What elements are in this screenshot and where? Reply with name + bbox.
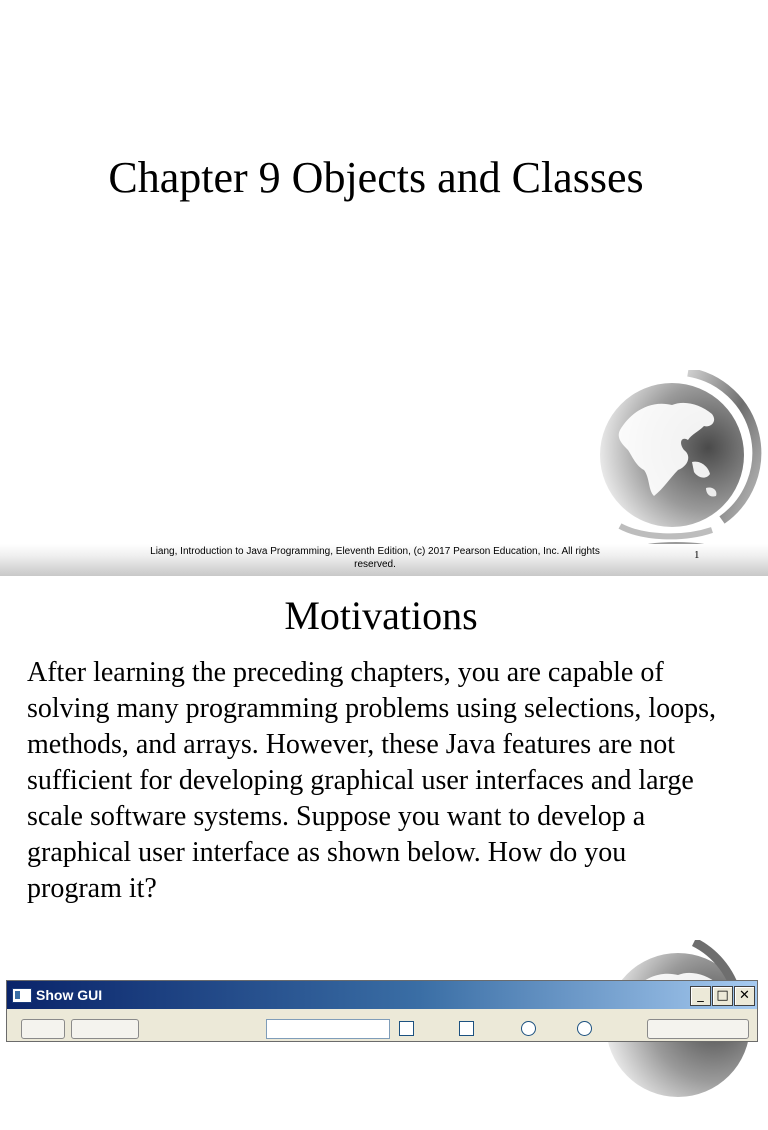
window-title: Show GUI (36, 987, 103, 1003)
minimize-button[interactable]: _ (690, 986, 711, 1006)
color-combobox[interactable] (647, 1019, 749, 1039)
italic-checkbox[interactable] (459, 1021, 474, 1036)
slide-title: Chapter 9 Objects and Classes (108, 153, 644, 202)
ok-button[interactable] (21, 1019, 65, 1039)
body-paragraph: After learning the preceding chapters, you are capable of solving many programming problems using selections, loops, methods, and arrays. However, these Java features are not sufficient for developing graphical user interfaces and large scale software systems. Suppose you want to develop a graphical user interface as shown below. How do you program it? (27, 657, 717, 904)
gui-controls-row (7, 1017, 757, 1041)
cancel-button[interactable] (71, 1019, 139, 1039)
page-number: 1 (694, 549, 700, 561)
bold-checkbox[interactable] (399, 1021, 414, 1036)
window-app-icon (12, 988, 32, 1003)
red-radio[interactable] (521, 1021, 536, 1036)
globe-logo-icon (592, 370, 762, 560)
name-input[interactable] (266, 1019, 390, 1039)
slide-2-title: Motivations (284, 593, 478, 638)
close-button[interactable]: ✕ (734, 986, 755, 1006)
yellow-radio[interactable] (577, 1021, 592, 1036)
maximize-button[interactable]: □ (712, 986, 733, 1006)
window-titlebar[interactable] (7, 981, 757, 1009)
show-gui-window (6, 980, 758, 1042)
copyright-footer: Liang, Introduction to Java Programming, Eleventh Edition, (c) 2017 Pearson Education, Inc. All rights reserved. (150, 546, 600, 570)
